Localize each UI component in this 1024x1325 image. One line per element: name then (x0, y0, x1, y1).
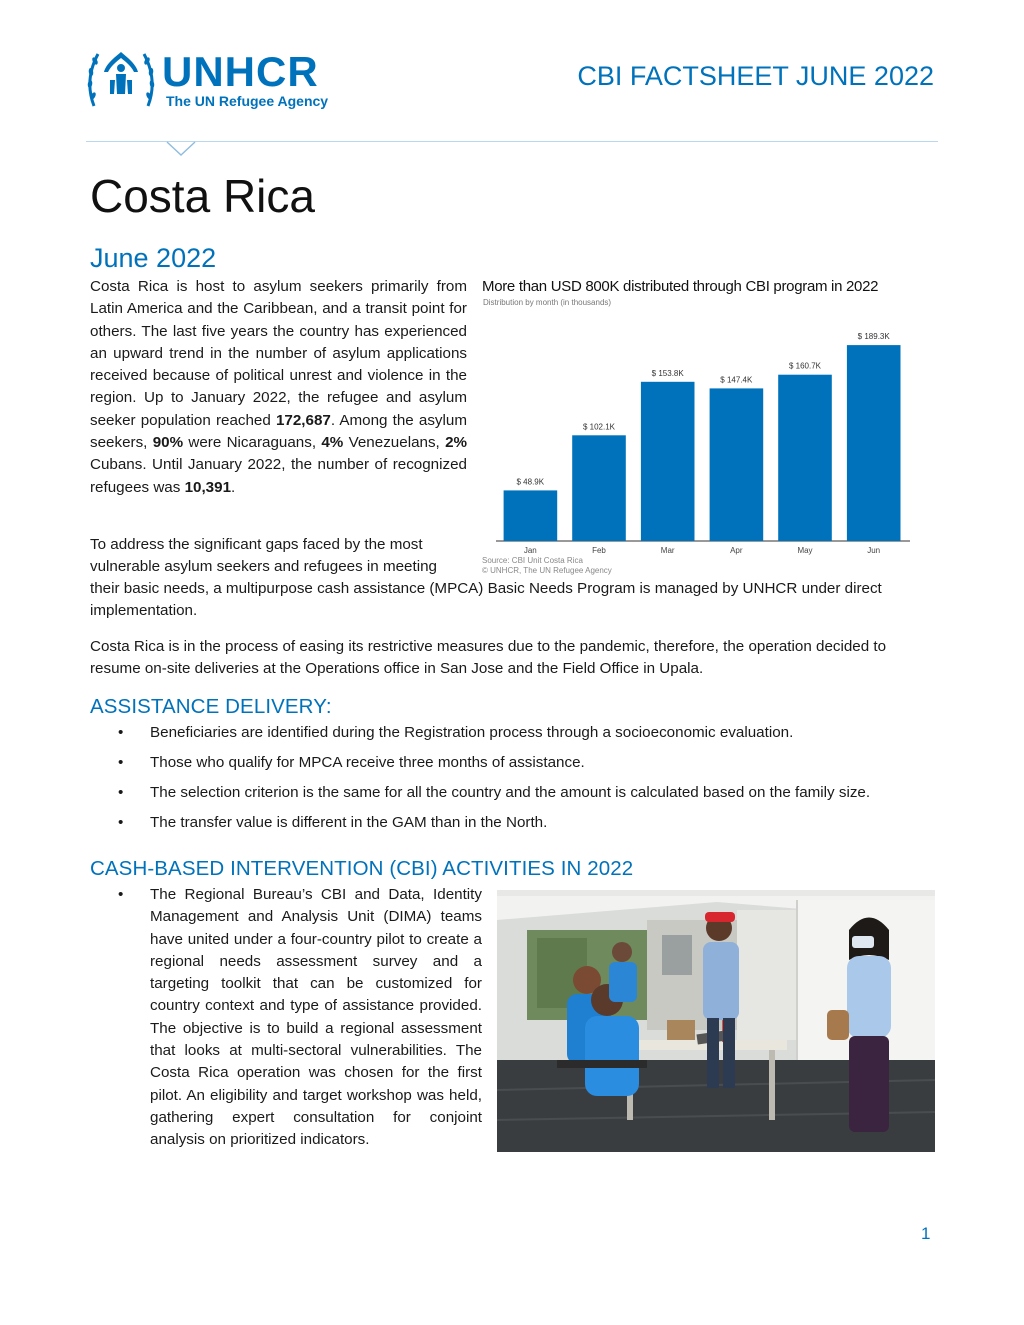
recognized-refugees-figure: 10,391 (184, 478, 232, 496)
page-subtitle: June 2022 (90, 243, 217, 273)
chart-source (482, 556, 612, 576)
logo-tagline: The UN Refugee Agency (166, 93, 329, 109)
chart-data-label: $ 48.9K (516, 477, 545, 487)
chart-tick-label: Mar (660, 546, 675, 555)
chart-bar-feb (572, 435, 626, 541)
chart-tick-label: Jan (523, 546, 537, 555)
cbi-distribution-chart (478, 276, 936, 582)
chart-title: More than USD 800K distributed through CBI program in 2022 (482, 278, 879, 295)
cuban-percent: 2% (445, 434, 468, 452)
chart-bar-mar (641, 382, 695, 541)
photo-illustration (497, 890, 935, 1152)
intro-paragraph (90, 276, 467, 499)
mpca-paragraph-line-1: To address the significant gaps faced by the most (90, 536, 423, 553)
mpca-paragraph-rest: their basic needs, a multipurpose cash assistance (MPCA) Basic Needs Program is managed by UNHCR under direct implementation. (90, 580, 882, 620)
mpca-paragraph-line-2: vulnerable asylum seekers and refugees in meeting (90, 558, 437, 575)
population-figure: 172,687 (275, 411, 331, 429)
venezuelan-percent: 4% (321, 434, 344, 452)
nicaraguan-percent: 90% (152, 434, 184, 452)
chart-data-label: $ 189.3K (857, 332, 890, 342)
page-title: Costa Rica (90, 170, 315, 222)
chart-tick-label: Apr (730, 546, 743, 555)
list-item: • Beneficiaries are identified during the Registration process through a socioeconomic evaluation. (118, 722, 948, 752)
chart-data-label: $ 147.4K (720, 375, 753, 385)
chart-data-label: $ 153.8K (651, 368, 684, 378)
list-item: • The transfer value is different in the GAM than in the North. (118, 812, 948, 842)
chart-plot (478, 276, 936, 556)
bullet-dot: • (118, 886, 124, 903)
list-item: • Those who qualify for MPCA receive three months of assistance. (118, 752, 948, 782)
field-distribution-photo (497, 890, 935, 1152)
pandemic-paragraph: Costa Rica is in the process of easing its restrictive measures due to the pandemic, therefore, the operation decided to resume on-site deliveries at the Operations office in San Jose and the Field Office in Upala. (90, 638, 887, 678)
chart-tick-label: Feb (592, 546, 606, 555)
chart-tick-label: May (797, 546, 813, 555)
chart-data-label: $ 160.7K (788, 361, 822, 371)
divider-chevron-icon (166, 141, 196, 157)
list-item: • The selection criterion is the same for all the country and the amount is calculated based on the family size. (118, 782, 948, 812)
chart-bar-jan (504, 490, 558, 541)
intro-text: . (231, 478, 236, 496)
intro-text: . Among the asylum seekers, (90, 411, 467, 452)
logo-wordmark: UNHCR (162, 48, 319, 95)
intro-text: Cubans. Until January 2022, the number of recognized refugees was (90, 456, 467, 496)
intro-text: Costa Rica is host to asylum seekers primarily from Latin America and the Caribbean, and a transit point for others. The last five years the country has experienced an upward trend in the number of asylum applications received because of political unrest and violence in the region. Up to January 2022, the refugee and asylum seeker population reached (90, 278, 467, 429)
chart-subtitle: Distribution by month (in thousands) (483, 298, 612, 307)
header-divider (86, 141, 938, 142)
unhcr-emblem-icon (84, 46, 158, 112)
chart-tick-label: Jun (867, 546, 881, 555)
factsheet-label: CBI FACTSHEET JUNE 2022 (577, 61, 934, 91)
chart-credit-text: © UNHCR, The UN Refugee Agency (482, 566, 612, 575)
chart-source-text: Source: CBI Unit Costa Rica (482, 556, 583, 565)
intro-text: Venezuelans, (343, 434, 446, 452)
cbi-activities-heading: CASH-BASED INTERVENTION (CBI) ACTIVITIES IN 2022 (90, 857, 634, 880)
chart-bar-apr (710, 388, 764, 541)
intro-text: were Nicaraguans, (183, 434, 322, 452)
assistance-list (118, 722, 948, 842)
chart-bar-may (778, 375, 832, 541)
chart-bar-jun (847, 345, 901, 541)
unhcr-logo (84, 46, 354, 112)
assistance-heading: ASSISTANCE DELIVERY: (90, 695, 332, 718)
chart-data-label: $ 102.1K (582, 422, 616, 432)
page-number: 1 (921, 1224, 931, 1243)
cbi-activity-text: The Regional Bureau’s CBI and Data, Identity Management and Analysis Unit (DIMA) teams have united under a four-country pilot to create a regional needs assessment survey and a targeting toolkit that can be customized for country context and type of assistance provided. The objective is to build a regional assessment that looks at multi-sectoral vulnerabilities. The Costa Rica operation was chosen for the first pilot. An eligibility and target workshop was held, gathering expert consultation for conjoint analysis on prioritized indicators. (150, 886, 482, 1149)
